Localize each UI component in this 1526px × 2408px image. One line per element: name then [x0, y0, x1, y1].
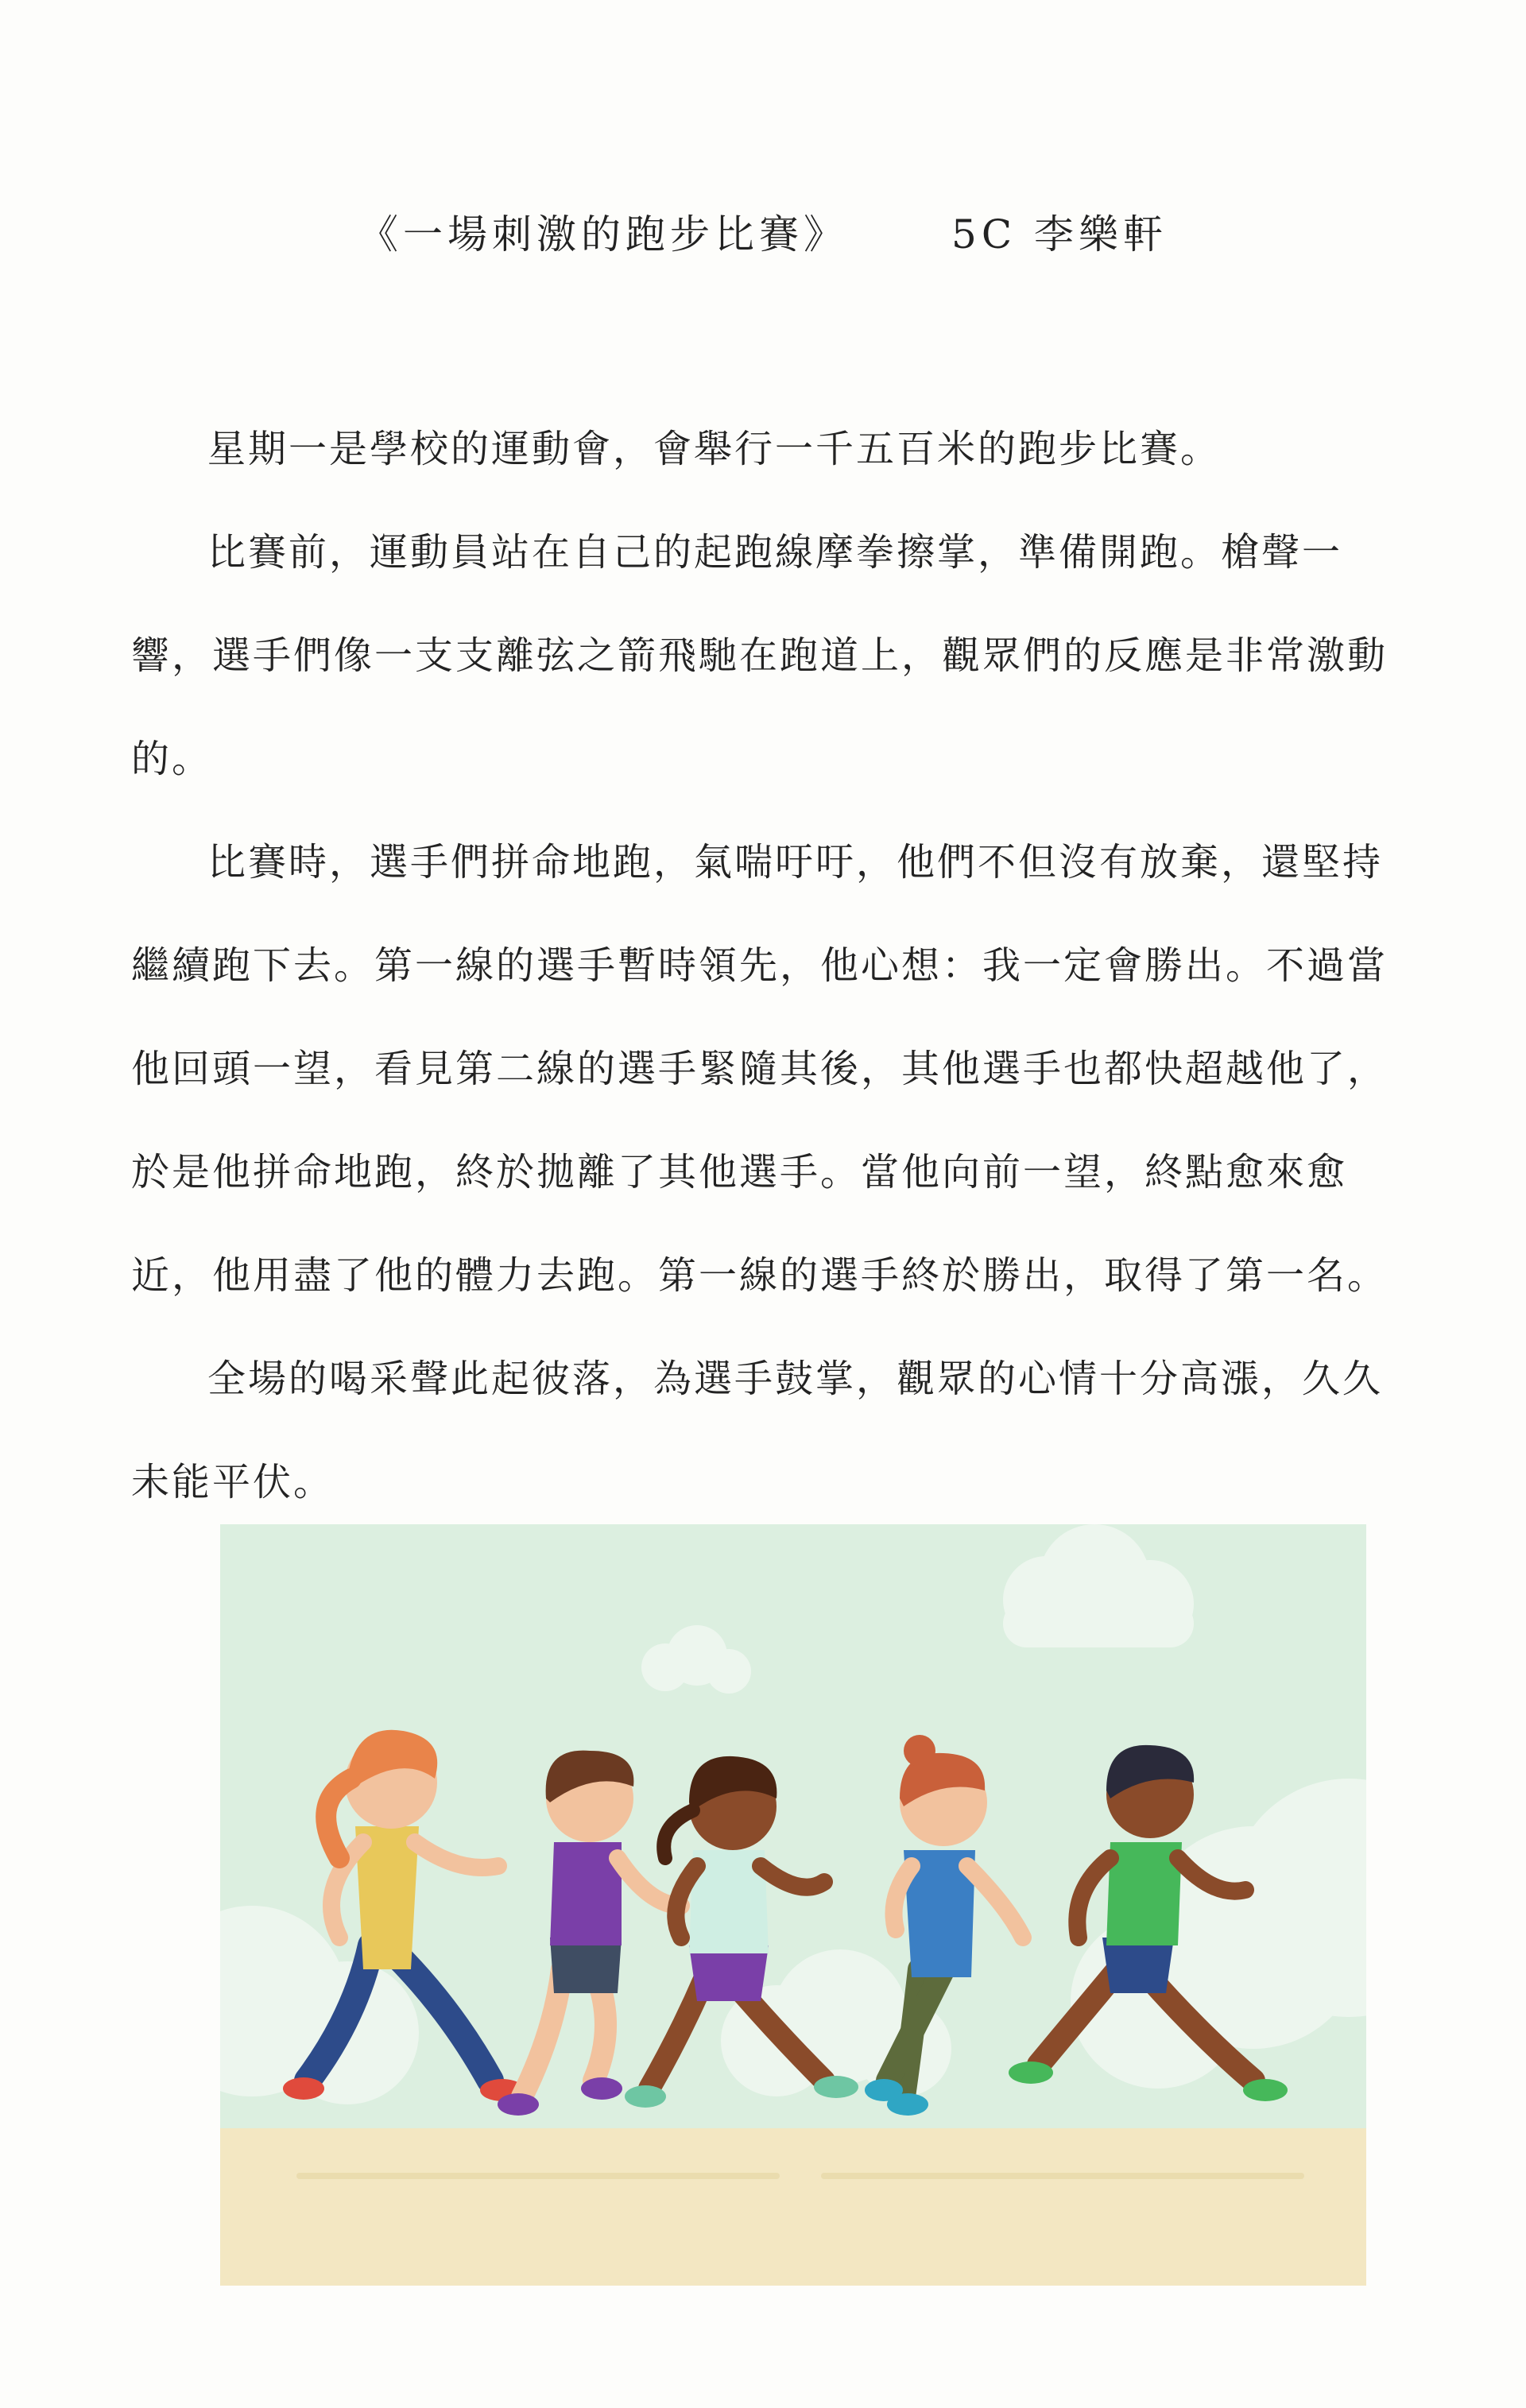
author-line: 5C 李樂軒	[951, 211, 1168, 257]
paragraph: 星期一是學校的運動會，會舉行一千五百米的跑步比賽。	[207, 427, 1222, 471]
paragraph: 比賽時，選手們拼命地跑，氣喘吁吁，他們不但沒有放棄，還堅持繼續跑下去。第一線的選手暫時領先，他心想：我一定會勝出。不過當他回頭一望，看見第二線的選手緊隨其後，其他選手也都快超越他了，於是他拼命地跑，終於拋離了其他選手。當他向前一望，終點愈來愈近，他用盡了他的體力去跑。第一線的選手終於勝出，取得了第一名。	[131, 840, 1389, 1298]
paragraph: 比賽前，運動員站在自己的起跑線摩拳擦掌，準備開跑。槍聲一響，選手們像一支支離弦之箭飛馳在跑道上，觀眾們的反應是非常激動的。	[131, 530, 1389, 781]
essay-body	[131, 397, 1419, 1534]
runners-illustration-icon	[220, 1524, 1366, 2286]
paragraph: 全場的喝采聲此起彼落，為選手鼓掌，觀眾的心情十分高漲，久久未能平伏。	[131, 1357, 1384, 1504]
runners-illustration	[220, 1524, 1366, 2286]
title-row	[0, 203, 1526, 260]
essay-title: 《一場刺激的跑步比賽》	[358, 211, 849, 257]
